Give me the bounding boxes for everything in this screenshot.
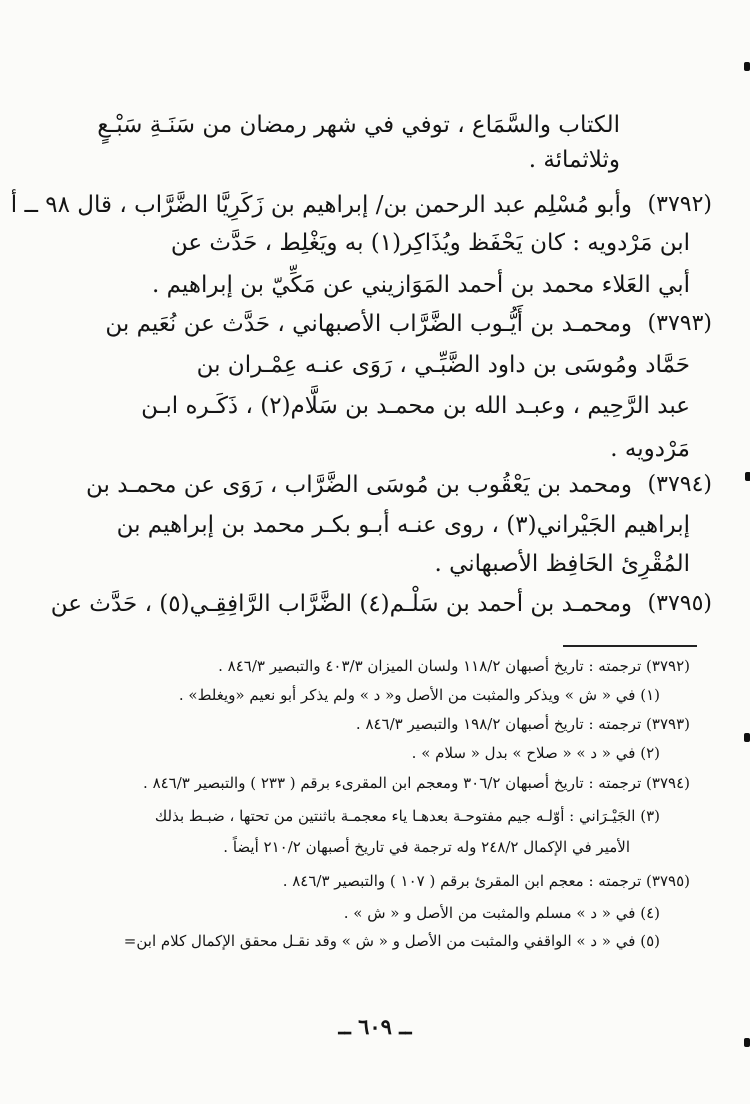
footnote-text: في « د » مسلم والمثبت من الأصل و « ش » . [343, 904, 636, 922]
footnote [0, 805, 660, 827]
entry-line: المُقْرِئ الحَافِظ الأصبهاني . [434, 551, 690, 577]
entry-line: ومحمـد بن أحمد بن سَلْـم(٤) الضَّرَّاب الرَّافِقِـي(٥) ، حَدَّث عن [50, 591, 632, 617]
scan-edge-mark [744, 1038, 750, 1047]
entry-line: إبراهيم الجَيْراني(٣) ، روى عنـه أبـو بكـر محمد بن إبراهيم بن [116, 512, 690, 538]
footnote [10, 772, 690, 794]
footnote [0, 902, 660, 924]
footnote-text: الجَيْـرَاني : أوّلـه جيم مفتوحـة بعدهـا ياء معجمـة باثنتين من تحتها ، ضبـط بذلك [154, 807, 636, 825]
footnote-separator [563, 645, 697, 647]
entry-line: وأبو مُسْلِم عبد الرحمن بن/ إبراهيم بن زَكَرِيَّا الضَّرَّاب ، قال ٩٨ ــ أ [10, 192, 632, 218]
scan-edge-mark [745, 472, 750, 481]
footnote-text: ترجمته : تاريخ أصبهان ٣٠٦/٢ ومعجم ابن المقرىء برقم ( ٢٣٣ ) والتبصير ٨٤٦/٣ . [143, 774, 642, 792]
scan-edge-mark [744, 62, 750, 71]
footnote-text: في « ش » ويذكر والمثبت من الأصل و« د » ولم يذكر أبو نعيم «ويغلط» . [178, 686, 636, 704]
footnote-marker: (١) [640, 686, 660, 704]
entry-number: (٣٧٩٥) [647, 591, 712, 616]
footnote-marker: (٣٧٩٢) [646, 657, 690, 675]
footnote [10, 713, 690, 735]
entry-line: مَرْدويه . [610, 436, 690, 462]
entry-line: أبي العَلاء محمد بن أحمد المَوَازيني عن مَكِّيّ بن إبراهيم . [151, 272, 690, 298]
entry-number: (٣٧٩٤) [647, 472, 712, 497]
intro-line-2: وثلاثمائة . [528, 147, 620, 173]
footnote-text: ترجمته : تاريخ أصبهان ١٩٨/٢ والتبصير ٨٤٦/٣ . [355, 715, 642, 733]
intro-line-1: الكتاب والسَّمَاع ، توفي في شهر رمضان من سَنَـةِ سَبْـعٍ [97, 112, 620, 138]
scan-edge-mark [744, 733, 750, 742]
footnote-marker: (٣) [640, 807, 660, 825]
footnote [10, 870, 690, 892]
entry-number: (٣٧٩٢) [647, 192, 712, 217]
footnote-marker: (٥) [640, 932, 660, 950]
footnote [0, 684, 660, 706]
footnote [10, 655, 690, 677]
entry-line: ابن مَرْدويه : كان يَحْفَظ ويُذَاكِر(١) به ويَغْلِط ، حَدَّث عن [170, 230, 690, 256]
footnote-text: ترجمته : تاريخ أصبهان ١١٨/٢ ولسان الميزان ٤٠٣/٣ والتبصير ٨٤٦/٣ . [218, 657, 642, 675]
footnote-marker: (٢) [640, 744, 660, 762]
footnote-text: في « د » « صلاح » بدل « سلام » . [411, 744, 636, 762]
footnote [0, 742, 660, 764]
page-number: ــ ٦٠٩ ــ [338, 1014, 412, 1039]
entry-line: ومحمـد بن أَيُّـوب الضَّرَّاب الأصبهاني ، حَدَّث عن نُعَيم بن [105, 311, 632, 337]
footnote-marker: (٤) [640, 904, 660, 922]
footnote-text: في « د » الواقفي والمثبت من الأصل و « ش » وقد نقـل محقق الإكمال كلام ابن= [123, 932, 636, 950]
footnote [0, 930, 660, 952]
footnote-marker: (٣٧٩٥) [646, 872, 690, 890]
footnote-marker: (٣٧٩٣) [646, 715, 690, 733]
footnote-text: الأمير في الإكمال ٢٤٨/٢ وله ترجمة في تاريخ أصبهان ٢١٠/٢ أيضاً . [223, 838, 630, 856]
entry-number: (٣٧٩٣) [647, 311, 712, 336]
footnote-continuation [0, 836, 630, 858]
footnote-marker: (٣٧٩٤) [646, 774, 690, 792]
entry-line: ومحمد بن يَعْقُوب بن مُوسَى الضَّرَّاب ، رَوَى عن محمـد بن [85, 472, 632, 498]
footnote-text: ترجمته : معجم ابن المقرئ برقم ( ١٠٧ ) والتبصير ٨٤٦/٣ . [282, 872, 642, 890]
entry-line: عبد الرَّحِيم ، وعبـد الله بن محمـد بن سَلَّام(٢) ، ذَكَـره ابـن [141, 393, 690, 419]
entry-line: حَمَّاد ومُوسَى بن داود الضَّبِّـي ، رَوَى عنـه عِمْـران بن [196, 352, 690, 378]
